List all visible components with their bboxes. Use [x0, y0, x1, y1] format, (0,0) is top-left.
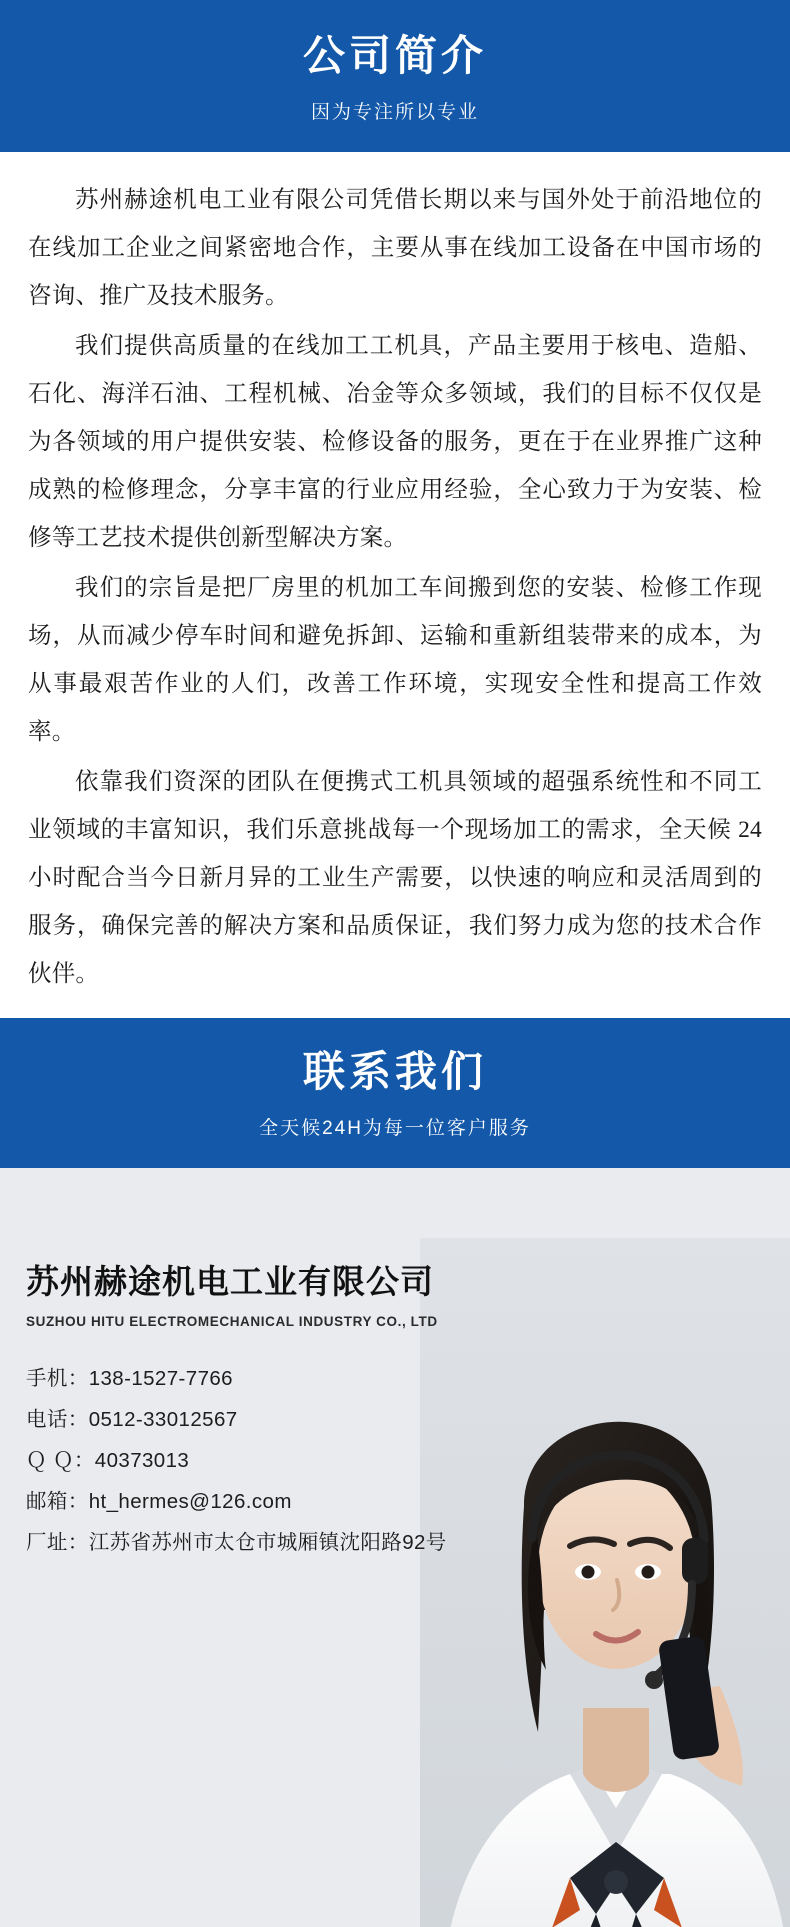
contact-item-address: [26, 1522, 790, 1563]
contact-banner-title: 联系我们: [302, 1048, 487, 1095]
contact-label-phone: 电话：: [26, 1408, 89, 1431]
contact-banner: [0, 1018, 790, 1168]
company-name-en: SUZHOU HITU ELECTROMECHANICAL INDUSTRY CO., LTD: [26, 1314, 438, 1329]
intro-paragraph-4: 依靠我们资深的团队在便携式工机具领域的超强系统性和不同工业领域的丰富知识，我们乐意挑战每一个现场加工的需求，全天候 24 小时配合当今日新月异的工业生产需要，以快速的响应和灵活周到的服务，确保完善的解决方案和品质保证，我们努力成为您的技术合作伙伴。: [28, 769, 762, 987]
company-name-cn: 苏州赫途机电工业有限公司: [26, 1263, 434, 1300]
page-title: 公司简介: [302, 32, 487, 79]
contact-item-qq: [26, 1440, 790, 1481]
contact-value-qq: 40373013: [94, 1449, 190, 1472]
intro-paragraph-1: 苏州赫途机电工业有限公司凭借长期以来与国外处于前沿地位的在线加工企业之间紧密地合作，主要从事在线加工设备在中国市场的咨询、推广及技术服务。: [28, 187, 762, 309]
page-subtitle: 因为专注所以专业: [310, 102, 479, 123]
intro-section: [0, 152, 790, 1018]
contact-value-mobile: 138-1527-7766: [88, 1367, 233, 1390]
contact-card: [0, 1168, 790, 1927]
contact-item-email[interactable]: [26, 1481, 790, 1522]
header-banner: [0, 0, 790, 152]
contact-value-email[interactable]: ht_hermes@126.com: [88, 1490, 292, 1513]
contact-info: [0, 1168, 790, 1563]
contact-list: [26, 1358, 790, 1563]
contact-label-mobile: 手机：: [26, 1367, 89, 1390]
contact-item-phone: [26, 1399, 790, 1440]
contact-banner-subtitle: 全天候24H为每一位客户服务: [259, 1118, 531, 1139]
intro-paragraph-2: 我们提供高质量的在线加工工机具，产品主要用于核电、造船、石化、海洋石油、工程机械、冶金等众多领域，我们的目标不仅仅是为各领域的用户提供安装、检修设备的服务，更在于在业界推广这种成熟的检修理念，分享丰富的行业应用经验，全心致力于为安装、检修等工艺技术提供创新型解决方案。: [28, 333, 762, 551]
contact-label-email: 邮箱：: [26, 1490, 89, 1513]
intro-paragraph-3: 我们的宗旨是把厂房里的机加工车间搬到您的安装、检修工作现场，从而减少停车时间和避免拆卸、运输和重新组装带来的成本，为从事最艰苦作业的人们，改善工作环境，实现安全性和提高工作效率。: [28, 575, 762, 745]
contact-label-address: 厂址：: [26, 1531, 89, 1554]
contact-value-address: 江苏省苏州市太仓市城厢镇沈阳路92号: [88, 1531, 447, 1554]
contact-label-qq: Ｑ Ｑ：: [26, 1449, 95, 1472]
contact-value-phone: 0512-33012567: [88, 1408, 238, 1431]
contact-item-mobile: [26, 1358, 790, 1399]
